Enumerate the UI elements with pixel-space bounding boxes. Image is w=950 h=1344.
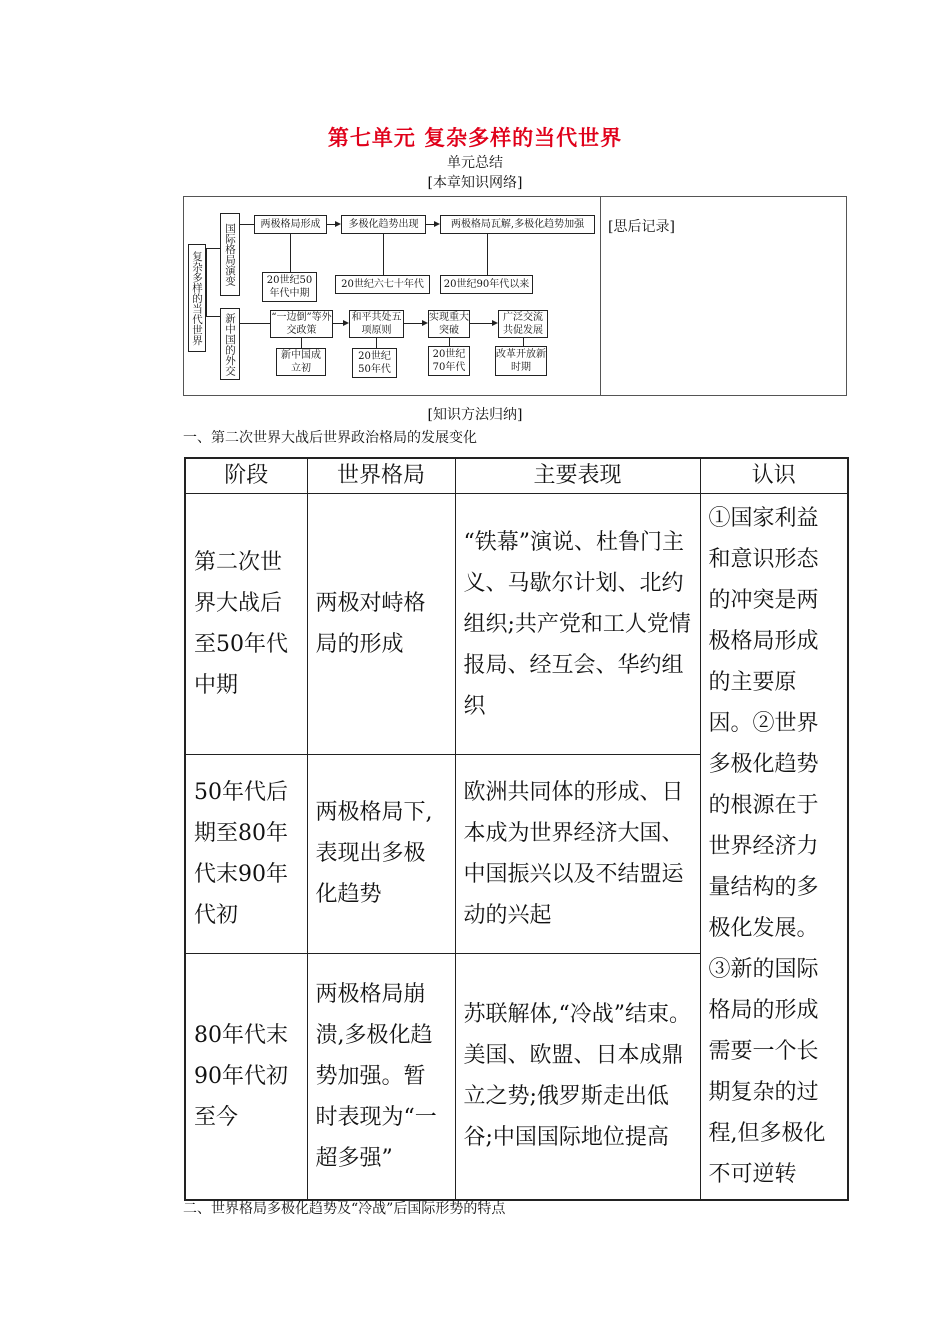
- map-time-1-1: 20世纪50年代中期: [262, 272, 317, 302]
- performance-cell: “铁幕”演说、杜鲁门主义、马歇尔计划、北约组织;共产党和工人党情报局、经互会、华约组织: [455, 494, 700, 755]
- map-step-1-3: 两极格局瓦解,多极化趋势加强: [440, 215, 595, 234]
- header-stage: 阶段: [185, 458, 307, 494]
- summary-table: [184, 457, 849, 1201]
- section-subtitle: 单元总结: [447, 155, 503, 171]
- map-step-2-3: 实现重大突破: [429, 312, 469, 336]
- table-header-row: [185, 458, 848, 494]
- stage-cell: 80年代末90年代初至今: [185, 953, 307, 1200]
- performance-cell: 苏联解体,“冷战”结束。美国、欧盟、日本成鼎立之势;俄罗斯走出低谷;中国国际地位提高: [455, 953, 700, 1200]
- map-time-2-3: 20世纪70年代: [428, 346, 470, 376]
- map-step-2-4: 广泛交流共促发展: [498, 310, 548, 338]
- table-row: [185, 494, 848, 755]
- method-label: [知识方法归纳]: [427, 407, 523, 423]
- performance-cell: 欧洲共同体的形成、日本成为世界经济大国、中国振兴以及不结盟运动的兴起: [455, 755, 700, 953]
- box-divider: [600, 196, 601, 396]
- map-time-2-1: 新中国成立初: [276, 348, 326, 376]
- stage-cell: 50年代后期至80年代末90年代初: [185, 755, 307, 953]
- heading-2: 二、世界格局多极化趋势及“冷战”后国际形势的特点: [183, 1201, 506, 1217]
- map-root: 复杂多样的当代世界: [188, 244, 206, 352]
- map-step-1-1: 两极格局形成: [254, 215, 327, 234]
- pattern-cell: 两极对峙格局的形成: [307, 494, 455, 755]
- map-branch-international: 国际格局演变: [220, 213, 240, 296]
- notes-label: [思后记录]: [608, 219, 675, 235]
- map-step-2-1: “一边倒”等外交政策: [271, 312, 332, 336]
- page-title: 第七单元 复杂多样的当代世界: [327, 125, 623, 150]
- header-performance: 主要表现: [455, 458, 700, 494]
- map-time-1-3: 20世纪90年代以来: [440, 275, 533, 294]
- map-time-2-2: 20世纪50年代: [352, 348, 397, 378]
- network-label: [本章知识网络]: [427, 175, 523, 191]
- map-branch-diplomacy: 新中国的外交: [220, 308, 240, 380]
- pattern-cell: 两极格局下,表现出多极化趋势: [307, 755, 455, 953]
- map-step-1-2: 多极化趋势出现: [341, 215, 426, 234]
- pattern-cell: 两极格局崩溃,多极化趋势加强。暂时表现为“一超多强”: [307, 953, 455, 1200]
- stage-cell: 第二次世界大战后至50年代中期: [185, 494, 307, 755]
- insight-cell: ①国家利益和意识形态的冲突是两极格局形成的主要原因。②世界多极化趋势的根源在于世界经济力量结构的多极化发展。③新的国际格局的形成需要一个长期复杂的过程,但多极化不可逆转: [700, 494, 848, 1201]
- header-insight: 认识: [700, 458, 848, 494]
- header-pattern: 世界格局: [307, 458, 455, 494]
- map-time-1-2: 20世纪六七十年代: [335, 275, 430, 294]
- map-step-2-2: 和平共处五项原则: [349, 310, 404, 338]
- heading-1: 一、第二次世界大战后世界政治格局的发展变化: [183, 430, 477, 446]
- map-time-2-4: 改革开放新时期: [495, 346, 547, 376]
